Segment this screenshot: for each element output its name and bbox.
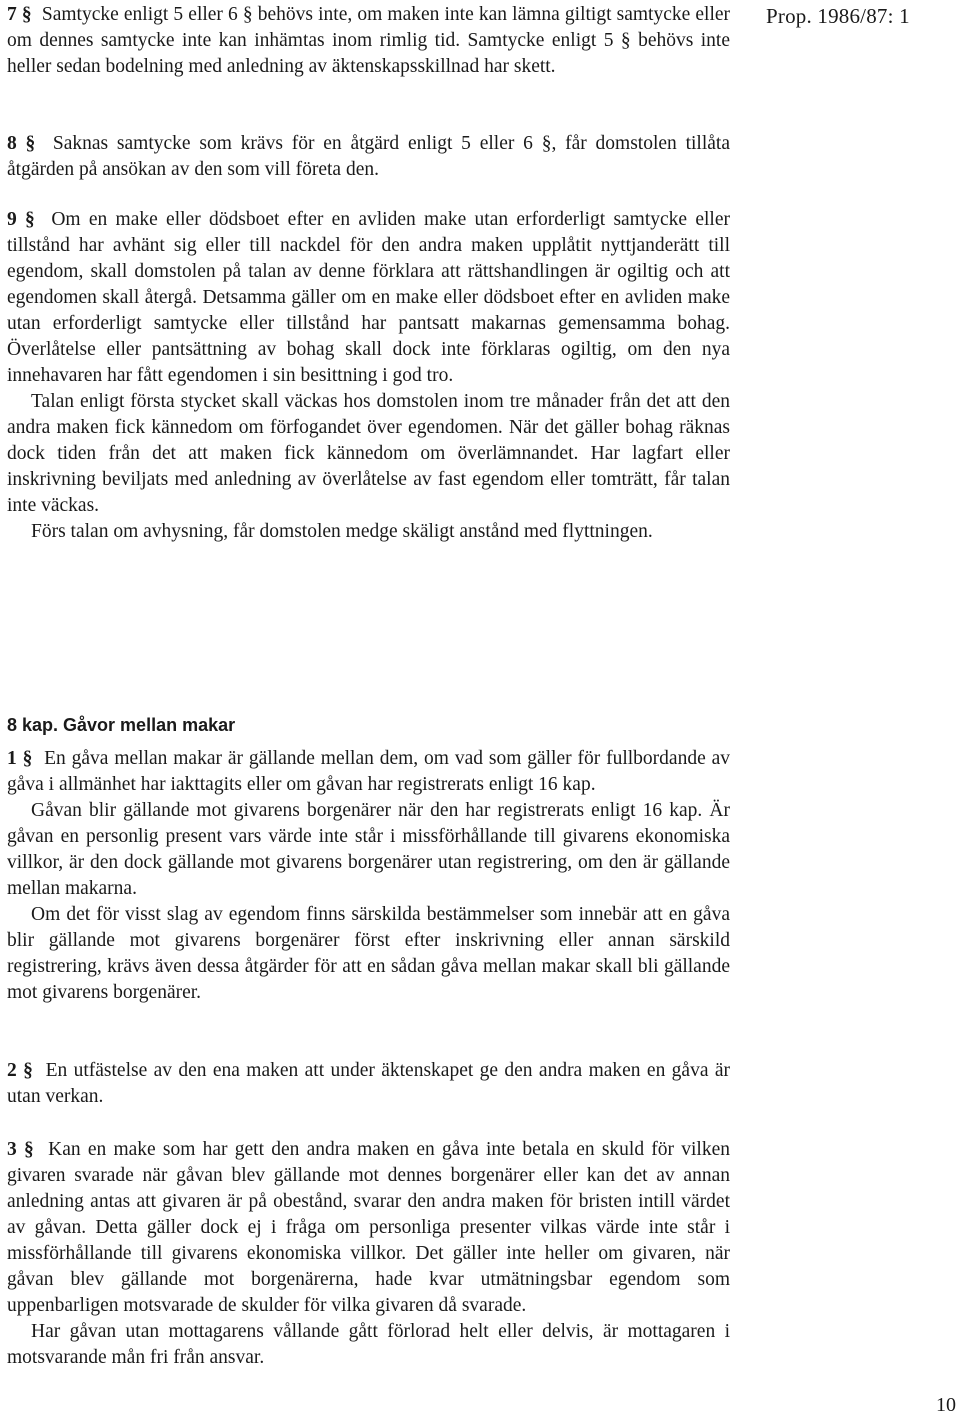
section-7-number: 7 § xyxy=(7,4,32,25)
section-8-text: Saknas samtycke som krävs för en åtgärd enligt 5 eller 6 §, får domstolen tillåta åtgärden på ansökan av den som vill företa den. xyxy=(7,133,730,180)
chapter-8-title: 8 kap. Gåvor mellan makar xyxy=(7,715,236,735)
chapter-8-section-2 xyxy=(7,1058,730,1110)
section-9-text-1: Om en make eller dödsboet efter en avliden make utan erforderligt samtycke eller tillstånd har avhänt sig eller till nackdel för den andra maken upplåtit nyttjanderätt till egendom, skall domstolen på talan av denne förklara att rättshandlingen är ogiltig och att egendomen skall återgå. Detsamma gäller om en make eller dödsboet efter en avliden make utan erforderligt samtycke eller tillstånd har pantsatt makarnas gemensamma bohag. Överlåtelse eller pantsättning av bohag skall dock inte förklaras ogiltig, om den nya innehavaren har fått egendomen i sin besittning i god tro. xyxy=(7,209,730,386)
proposition-reference: Prop. 1986/87: 1 xyxy=(766,4,910,28)
section-8 xyxy=(7,131,730,183)
section-7-paragraph xyxy=(7,2,730,80)
section-9-paragraph-3: Förs talan om avhysning, får domstolen medge skäligt anstånd med flyttningen. xyxy=(31,521,653,542)
chapter-8-heading-block xyxy=(7,712,730,738)
section-9-number: 9 § xyxy=(7,209,35,230)
section-7-text: Samtycke enligt 5 eller 6 § behövs inte, om maken inte kan lämna giltigt samtycke eller om dennes samtycke inte kan inhämtas inom rimlig tid. Samtycke enligt 5 § behövs inte heller sedan bodelning med anledning av äktenskapsskillnad har skett. xyxy=(7,4,731,77)
ch8-section-1-paragraph-1 xyxy=(7,746,730,798)
ch8-section-1-paragraph-2: Gåvan blir gällande mot givarens borgenärer när den har registrerats enligt 16 kap. Är gåvan en personlig present vars värde inte står i missförhållande till givarens ekonomiska villkor, är den dock gällande mot givarens borgenärer utan registrering, om den är gällande mellan makarna. xyxy=(7,800,730,899)
ch8-section-3-paragraph-1 xyxy=(7,1137,730,1319)
section-9 xyxy=(7,207,730,545)
chapter-8-section-3 xyxy=(7,1137,730,1371)
chapter-8-section-1 xyxy=(7,746,730,1006)
ch8-section-2-text: En utfästelse av den ena maken att under äktenskapet ge den andra maken en gåva är utan verkan. xyxy=(7,1060,730,1107)
page-number: 10 xyxy=(936,1394,956,1416)
ch8-section-1-number: 1 § xyxy=(7,748,33,769)
section-7 xyxy=(7,2,730,80)
section-8-number: 8 § xyxy=(7,133,36,154)
section-8-paragraph xyxy=(7,131,730,183)
ch8-section-1-paragraph-3: Om det för visst slag av egendom finns särskilda bestämmelser som innebär att en gåva blir gällande mot givarens borgenärer först efter inskrivning eller annan särskild registrering, krävs även dessa åtgärder för att en sådan gåva mellan makar skall bli gällande mot givarens borgenärer. xyxy=(7,904,730,1003)
ch8-section-1-text-1: En gåva mellan makar är gällande mellan dem, om vad som gäller för fullbordande av gåva i allmänhet har iakttagits eller om gåvan har registrerats enligt 16 kap. xyxy=(7,748,731,795)
ch8-section-2-paragraph xyxy=(7,1058,730,1110)
ch8-section-3-number: 3 § xyxy=(7,1139,34,1160)
section-9-paragraph-2: Talan enligt första stycket skall väckas hos domstolen inom tre månader från det att den andra maken fick kännedom om förfogandet över egendomen. När det gäller bohag räknas dock tiden från det att maken fick kännedom om överlämnandet. Har lagfart eller inskrivning beviljats med anledning av överlåtelse av fast egendom eller tomträtt, får talan inte väckas. xyxy=(7,391,730,516)
section-9-paragraph-1 xyxy=(7,207,730,389)
ch8-section-3-paragraph-2: Har gåvan utan mottagarens vållande gått förlorad helt eller delvis, är mottagaren i motsvarande mån fri från ansvar. xyxy=(7,1321,730,1368)
ch8-section-3-text-1: Kan en make som har gett den andra maken en gåva inte betala en skuld för vilken givaren svarade när gåvan blev gällande mot dennes borgenärer eller kan det av annan anledning antas att givaren är på obestånd, svarar den andra maken för bristen intill värdet av gåvan. Detta gäller dock ej i fråga om personliga presenter vilkas värde inte står i missförhållande till givarens ekonomiska villkor. Det gäller inte heller om givaren, när gåvan blev gällande mot borgenärerna, hade kvar utmätningsbar egendom som uppenbarligen motsvarade de skulder för vilka givaren då svarade. xyxy=(7,1139,730,1316)
ch8-section-2-number: 2 § xyxy=(7,1060,33,1081)
